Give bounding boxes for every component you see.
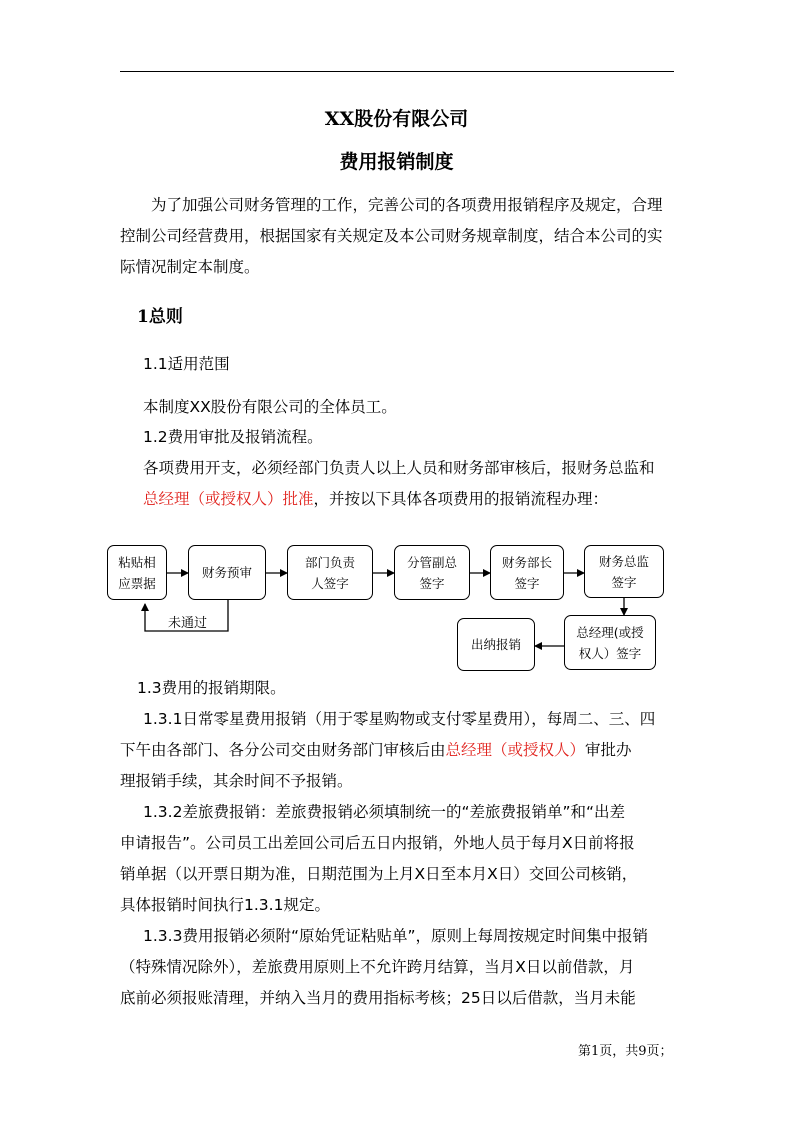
box-text: 总经理(或授	[576, 624, 644, 640]
flow-box-finance-pre-review	[188, 545, 266, 600]
box-text: 签字	[611, 574, 637, 590]
box-text: 部门负责	[304, 554, 355, 570]
box-text: 财务总监	[598, 553, 649, 569]
s1-3-line1: 1.3.1日常零星费用报销（用于零星购物或支付零星费用），每周二、三、四	[143, 710, 656, 728]
line-text: 审批办	[585, 741, 632, 759]
company-title: XX股份有限公司	[324, 108, 469, 130]
flow-box-vp-sign	[394, 545, 470, 600]
reject-label: 未通过	[168, 616, 208, 631]
box-text: 财务部长	[501, 554, 552, 570]
subsection-1-2-line1: 各项费用开支，必须经部门负责人以上人员和财务部审核后，报财务总监和	[143, 459, 655, 477]
flow-box-cashier-pay	[457, 618, 535, 671]
box-text: 签字	[514, 575, 540, 591]
s1-3-line6: 销单据（以开票日期为准，日期范围为上月X日至本月X日）交回公司核销，	[120, 865, 638, 883]
line-text: 下午由各部门、各分公司交由财务部门审核后由	[120, 741, 446, 759]
line2-rest: ，并按以下具体各项费用的报销流程办理：	[313, 490, 609, 508]
section-heading: 1总则	[137, 307, 183, 327]
subsection-1-2-heading: 1.2费用审批及报销流程。	[143, 428, 323, 446]
flow-box-cfo-sign	[584, 545, 664, 598]
flow-box-gm-sign	[564, 615, 656, 670]
box-text: 分管副总	[406, 554, 457, 570]
s1-3-line10: 底前必须报账清理，并纳入当月的费用指标考核；25日以后借款，当月未能	[120, 989, 636, 1007]
s1-3-line2	[120, 738, 632, 760]
box-text: 应票据	[118, 575, 156, 591]
flow-box-dept-head-sign	[287, 545, 373, 600]
box-text: 财务预审	[201, 565, 252, 580]
s1-3-line3: 理报销手续，其余时间不予报销。	[120, 772, 353, 790]
s1-3-line8: 1.3.3费用报销必须附“原始凭证粘贴单”，原则上每周按规定时间集中报销	[143, 927, 649, 945]
box-text: 粘贴相	[118, 554, 156, 570]
box-text: 签字	[419, 575, 445, 591]
box-text: 出纳报销	[470, 637, 521, 652]
highlight-gm: 总经理（或授权人）	[445, 741, 586, 759]
highlight-approver: 总经理（或授权人）批准	[143, 490, 314, 508]
document-title: 费用报销制度	[339, 151, 454, 173]
s1-3-line5: 申请报告”。公司员工出差回公司后五日内报销，外地人员于每月X日前将报	[120, 834, 635, 852]
s1-3-line4: 1.3.2差旅费报销：差旅费报销必须填制统一的“差旅费报销单”和“出差	[143, 803, 626, 821]
intro-paragraph: 为了加强公司财务管理的工作，完善公司的各项费用报销程序及规定，合理控制公司经营费用，根据国家有关规定及本公司财务规章制度，结合本公司的实际情况制定本制度。	[120, 196, 663, 276]
flow-box-paste-receipts	[107, 545, 167, 600]
box-text: 人签字	[311, 575, 349, 591]
subsection-1-1-text: 本制度XX股份有限公司的全体员工。	[143, 398, 397, 416]
box-text: 权人）签字	[578, 645, 642, 661]
flow-box-finance-minister-sign	[490, 545, 564, 600]
subsection-1-1-heading: 1.1适用范围	[143, 355, 230, 373]
page-number: 第1页，共9页；	[578, 1044, 673, 1059]
s1-3-line7: 具体报销时间执行1.3.1规定。	[120, 896, 330, 914]
subsection-1-3-heading: 1.3费用的报销期限。	[137, 679, 286, 697]
s1-3-line9: （特殊情况除外），差旅费用原则上不允许跨月结算，当月X日以前借款，月	[120, 958, 635, 976]
